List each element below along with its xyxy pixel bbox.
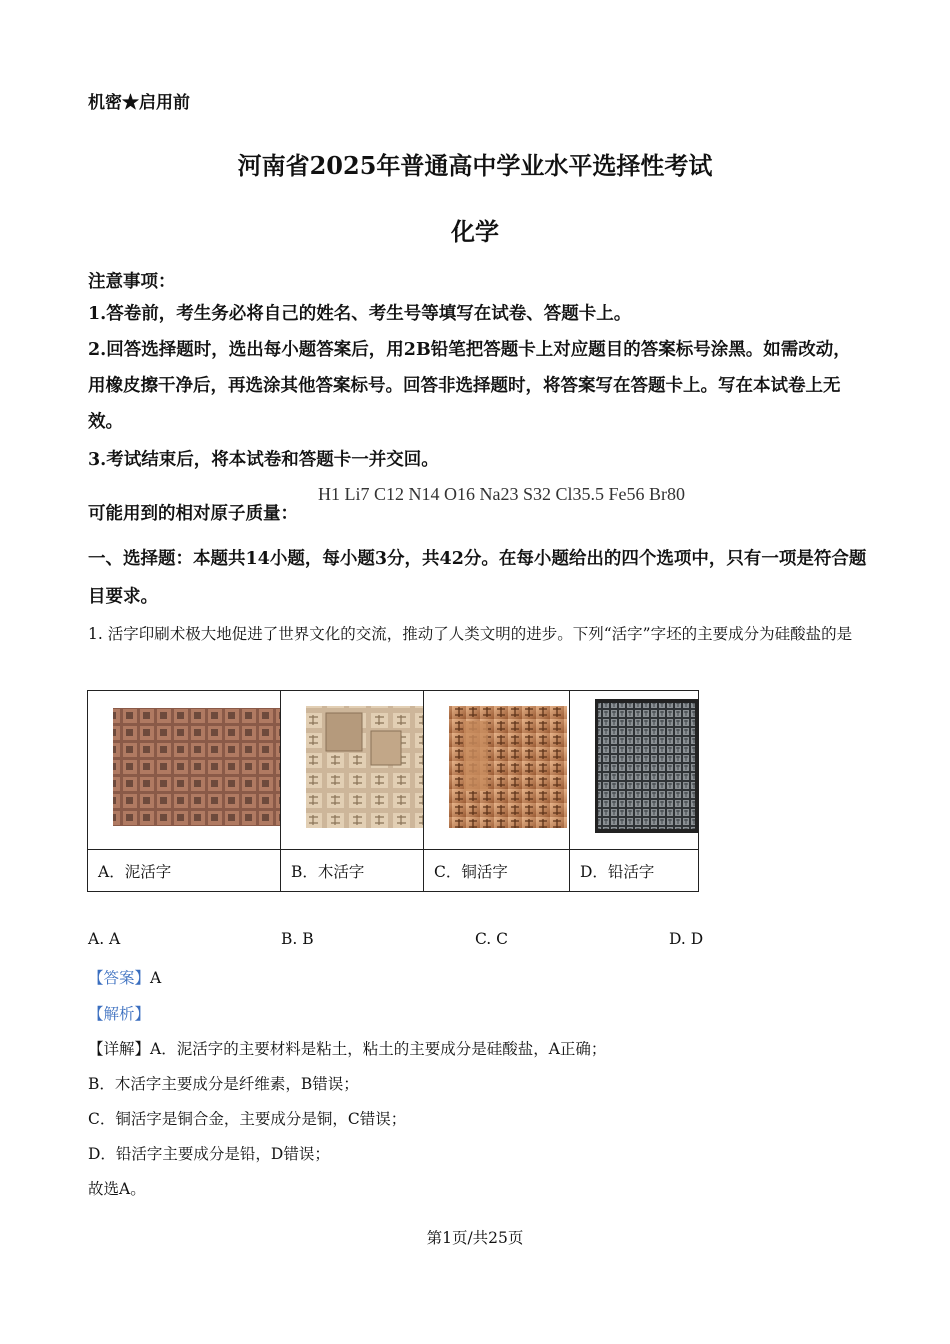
confidential-label: 机密★启用前 xyxy=(88,93,190,113)
answer-line xyxy=(88,966,161,988)
clay-type-image xyxy=(88,691,280,849)
wood-type-image xyxy=(281,691,423,849)
copper-type-image xyxy=(424,691,569,849)
choice-b: B. B xyxy=(281,930,314,948)
clay-type-image-cell xyxy=(88,691,281,850)
explanation-a: A．泥活字的主要材料是粘土，粘土的主要成分是硅酸盐，A正确； xyxy=(150,1040,607,1058)
answer-value: A xyxy=(150,969,162,987)
option-label-c: C．铜活字 xyxy=(424,850,570,892)
option-label-b: B．木活字 xyxy=(281,850,424,892)
options-table xyxy=(87,690,699,892)
detail-line-a xyxy=(88,1037,606,1059)
explanation-c: C．铜活字是铜合金，主要成分是铜，C错误； xyxy=(88,1110,407,1128)
option-label-d: D．铅活字 xyxy=(570,850,699,892)
question-stem: 1. 活字印刷术极大地促进了世界文化的交流，推动了人类文明的进步。下列“活字”字坯的主要成分为硅酸盐的是 xyxy=(88,625,853,643)
analysis-tag: 【解析】 xyxy=(88,1005,151,1023)
copper-type-image-cell xyxy=(424,691,570,850)
exam-title: 河南省2025年普通高中学业水平选择性考试 xyxy=(237,151,713,180)
option-label-a: A．泥活字 xyxy=(88,850,281,892)
wood-type-image-cell xyxy=(281,691,424,850)
choice-c: C. C xyxy=(475,930,509,948)
atomic-mass-label: 可能用到的相对原子质量： xyxy=(88,504,298,524)
section-heading: 一、选择题：本题共14小题，每小题3分，共42分。在每小题给出的四个选项中，只有一项是符合题目要求。 xyxy=(88,549,867,607)
lead-type-image-cell xyxy=(570,691,699,850)
note-item-1: 1.答卷前，考生务必将自己的姓名、考生号等填写在试卷、答题卡上。 xyxy=(88,304,632,324)
explanation-d: D．铅活字主要成分是铅，D错误； xyxy=(88,1145,330,1163)
atomic-mass-values: H1 Li7 C12 N14 O16 Na23 S32 Cl35.5 Fe56 Br80 xyxy=(318,484,686,504)
notes-heading: 注意事项： xyxy=(88,272,176,292)
explanation-conclusion: 故选A。 xyxy=(88,1180,146,1198)
explanation-b: B．木活字主要成分是纤维素，B错误； xyxy=(88,1075,359,1093)
note-item-3: 3.考试结束后，将本试卷和答题卡一并交回。 xyxy=(88,450,439,470)
choice-d: D. D xyxy=(669,930,704,948)
detail-tag: 【详解】 xyxy=(88,1040,151,1058)
lead-type-image xyxy=(570,691,698,849)
page-number: 第1页/共25页 xyxy=(426,1229,524,1247)
choice-a: A. A xyxy=(88,930,121,948)
subject-title: 化学 xyxy=(451,217,499,246)
answer-tag: 【答案】 xyxy=(88,969,151,987)
note-item-2: 2.回答选择题时，选出每小题答案后，用2B铅笔把答题卡上对应题目的答案标号涂黑。如需改动，用橡皮擦干净后，再选涂其他答案标号。回答非选择题时，将答案写在答题卡上。写在本试卷上无效。 xyxy=(88,340,851,432)
